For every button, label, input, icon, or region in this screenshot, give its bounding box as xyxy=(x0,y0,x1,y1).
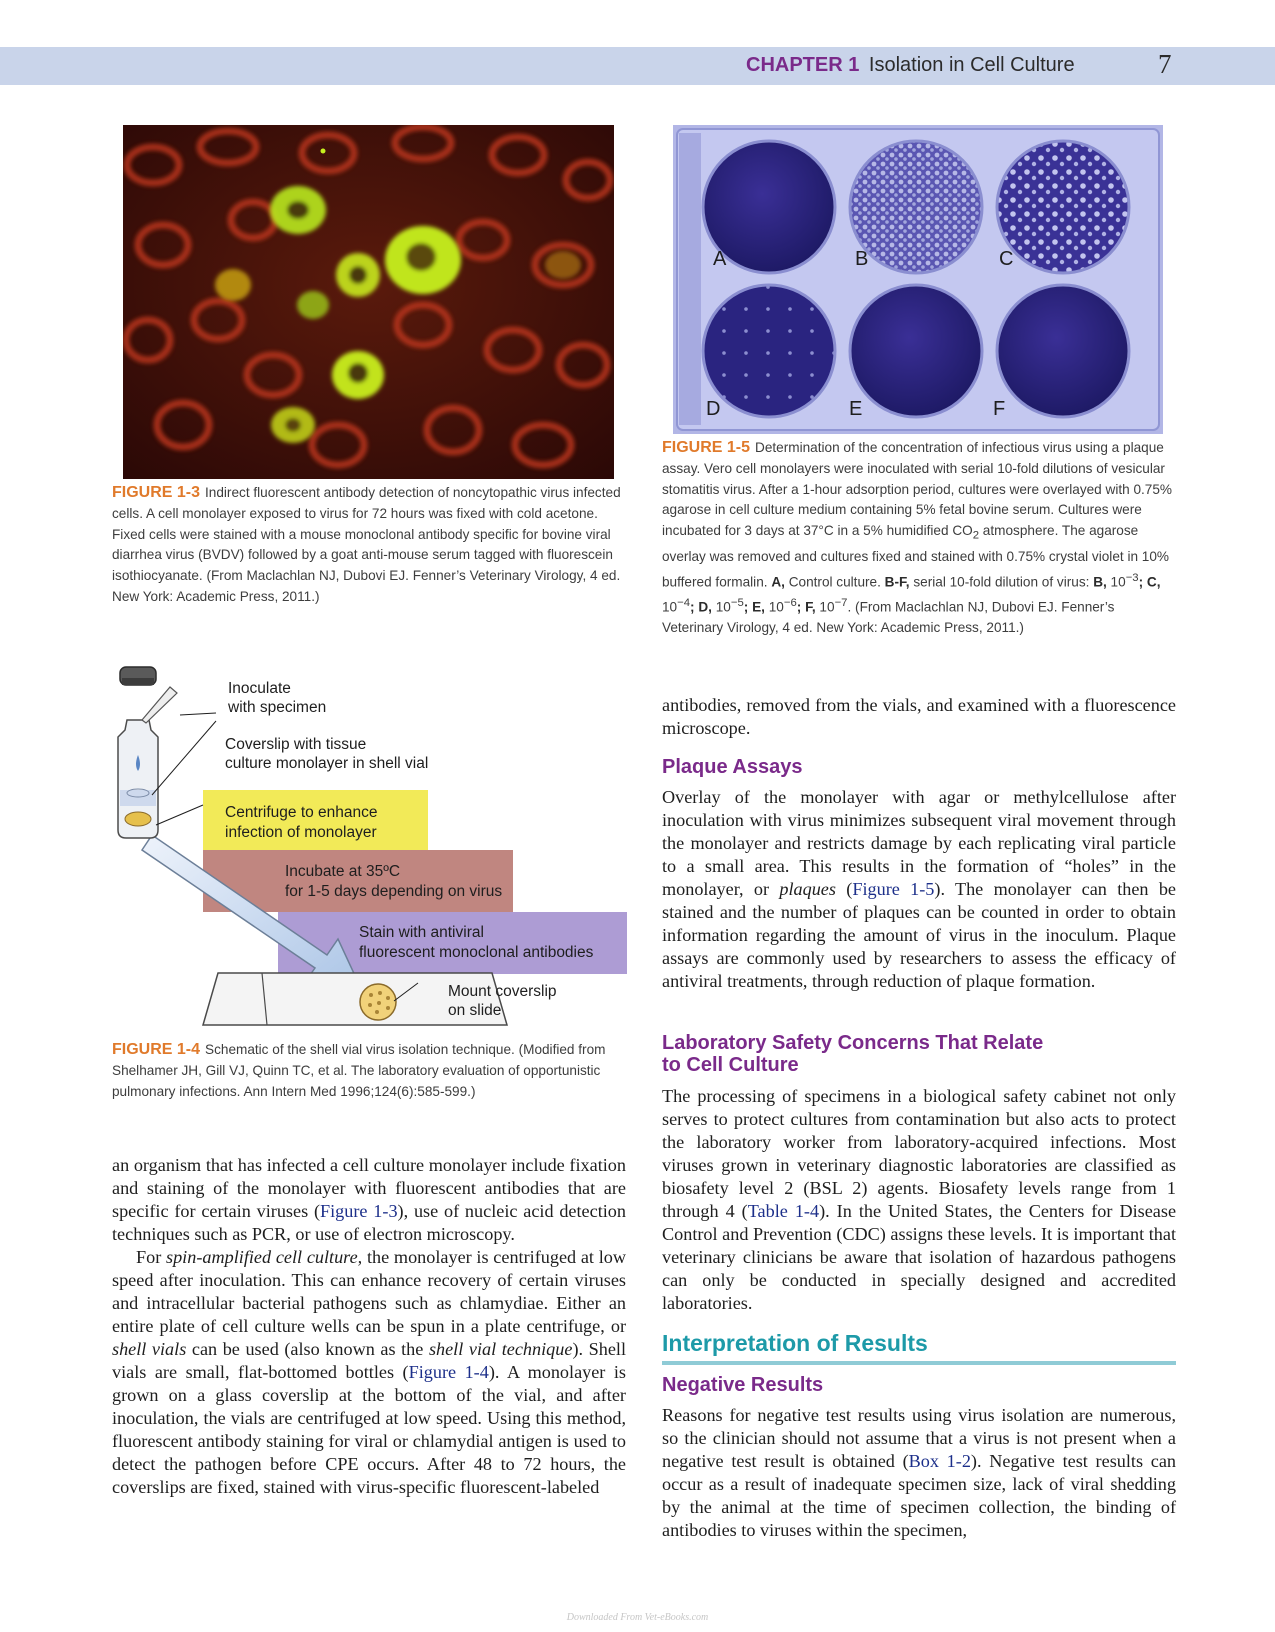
figure-1-5-caption-part: . (From Maclachlan NJ, Dubovi EJ. Fenner’s Veterinary Virology, 4 ed. New York: Academic Press, 2011.) xyxy=(662,599,1115,636)
emphasis: spin-amplified cell culture, xyxy=(166,1247,363,1267)
step-incubate-line2: for 1-5 days depending on virus xyxy=(285,883,503,900)
figure-1-5-caption-part: 10 xyxy=(711,599,731,615)
figure-1-4-link[interactable]: Figure 1-4 xyxy=(408,1362,489,1382)
figure-1-5-exponent: −3 xyxy=(1125,571,1139,584)
interpretation-heading: Interpretation of Results xyxy=(662,1330,928,1356)
text-run: ( xyxy=(835,879,853,899)
step-stain-line1: Stain with antiviral xyxy=(359,924,484,941)
well-label-c: C xyxy=(999,248,1014,270)
step-centrifuge-line2: infection of monolayer xyxy=(225,824,377,841)
figure-1-5-panel-label: ; C, xyxy=(1138,574,1161,590)
running-header xyxy=(0,47,1275,85)
figure-1-5-panel-label: ; E, xyxy=(743,599,765,615)
pipette xyxy=(142,687,177,723)
paragraph xyxy=(662,1085,1176,1315)
figure-1-5-caption xyxy=(662,438,1176,639)
text-run: For xyxy=(136,1247,167,1267)
step-stain-line2: fluorescent monoclonal antibodies xyxy=(359,944,594,961)
well-label-f: F xyxy=(993,398,1006,420)
paragraph xyxy=(662,1404,1176,1542)
figure-1-3-caption-text: Indirect fluorescent antibody detection of noncytopathic virus infected cells. A cell monolayer exposed to virus for 72 hours was fixed with cold acetone. Fixed cells were stained with a mouse monoclonal antibody specific for bovine viral diarrhea virus (BVDV) followed by a goat anti-mouse serum tagged with fluorescein isothiocyanate. (From Maclachlan NJ, Dubovi EJ. Fenner’s Veterinary Virology, 4 ed. New York: Academic Press, 2011.) xyxy=(112,485,621,604)
figure-1-4-label: FIGURE 1-4 xyxy=(112,1041,201,1058)
step-coverslip-line2: culture monolayer in shell vial xyxy=(225,755,429,772)
left-column-text xyxy=(112,1154,626,1499)
text-run: ). A monolayer is grown on a glass coverslip at the bottom of the vial, and after inoculation, the vials are centrifuged at low speed. Using this method, fluorescent antibody staining for viral or chlamydial antigen is used to detect the pathogen before CPE occurs. After 48 to 72 hours, the coverslips are fixed, stained with virus-specific fluorescent-labeled xyxy=(112,1362,627,1497)
heading-line: to Cell Culture xyxy=(662,1054,799,1076)
step-mount-line1: Mount coverslip xyxy=(448,983,557,1000)
text-run: ), use of nucleic acid detection techniques such as PCR, or use of electron microscopy. xyxy=(112,1201,626,1244)
figure-1-5-exponent: −6 xyxy=(783,596,797,609)
negative-results-heading: Negative Results xyxy=(662,1374,824,1396)
text-run: The processing of specimens in a biological safety cabinet not only serves to protect cultures from contamination but also acts to protect the laboratory worker from laboratory-acquired infections. Most viruses grown in veterinary diagnostic laboratories are classified as biosafety level 2 (BSL 2) agents. Biosafety levels range from 1 through 4 ( xyxy=(662,1086,1176,1221)
figure-1-5-label: FIGURE 1-5 xyxy=(662,439,751,456)
figure-1-5-panel-label: B-F, xyxy=(884,574,910,590)
step-inoculate-line1: Inoculate xyxy=(228,680,291,697)
plaque-assays-text xyxy=(662,786,1176,993)
paragraph: antibodies, removed from the vials, and examined with a fluorescence microscope. xyxy=(662,695,1176,738)
text-run: ). Negative test results can occur as a result of inadequate specimen size, lack of viral shedding by the animal at the time of specimen collection, the binding of antibodies to viruses within the specimen, xyxy=(662,1451,1176,1540)
well-label-b: B xyxy=(855,248,869,270)
text-run: ). The monolayer can then be stained and the number of plaques can be counted in order to obtain information regarding the amount of virus in the inoculum. Plaque assays are commonly used by researchers to assess the efficacy of antiviral treatments, through reduction of plaque formation. xyxy=(662,879,1176,991)
figure-1-5-panel-label: A, xyxy=(771,574,785,590)
step-mount-line2: on slide xyxy=(448,1002,502,1019)
figure-1-3-link[interactable]: Figure 1-3 xyxy=(320,1201,398,1221)
figure-1-5-caption-part: serial 10-fold dilution of virus: xyxy=(909,574,1094,590)
chapter-heading xyxy=(746,54,1075,77)
negative-results-text xyxy=(662,1404,1176,1542)
chapter-label: CHAPTER 1 xyxy=(746,54,860,76)
step-incubate-line1: Incubate at 35ºC xyxy=(285,863,401,880)
well-label-e: E xyxy=(849,398,863,420)
emphasis: shell vial technique xyxy=(428,1339,573,1359)
plaque-assays-heading: Plaque Assays xyxy=(662,756,803,778)
box-1-2-link[interactable]: Box 1-2 xyxy=(908,1451,971,1471)
plaque-assay-plate xyxy=(673,125,1163,434)
lab-safety-heading xyxy=(662,1032,1043,1076)
text-run: an organism that has infected a cell culture monolayer include fixation and staining of the monolayer with fluorescent antibodies that are specific for certain viruses ( xyxy=(112,1155,626,1221)
shell-vial-schematic xyxy=(112,665,627,1040)
figure-1-3-caption xyxy=(112,483,626,608)
section-rule xyxy=(662,1361,1176,1365)
figure-1-5-caption-part: 10 xyxy=(662,599,678,615)
paragraph xyxy=(112,1154,626,1246)
figure-1-4-caption-text: Schematic of the shell vial virus isolation technique. (Modified from Shelhamer JH, Gill VJ, Quinn TC, et al. The laboratory evaluation of opportunistic pulmonary infections. Ann Intern Med 1996;124(6):585-599.) xyxy=(112,1042,606,1099)
paragraph xyxy=(112,1246,626,1499)
figure-1-5-caption-part: 10 xyxy=(815,599,835,615)
figure-1-5-co2-subscript: 2 xyxy=(972,529,980,542)
figure-1-5-panel-label: B, xyxy=(1093,574,1107,590)
text-run: Reasons for negative test results using virus isolation are numerous, so the clinician should not assume that a virus is not present when a negative test result is obtained ( xyxy=(662,1405,1176,1471)
emphasis: shell vials xyxy=(112,1339,187,1359)
figure-1-5-image xyxy=(673,125,1163,434)
well-label-a: A xyxy=(713,248,727,270)
figure-1-5-caption-part: Determination of the concentration of infectious virus using a plaque assay. Vero cell monolayers were inoculated with serial 10-fold dilutions of vesicular stomatitis virus. After a 1-hour adsorption period, cultures were overlayed with 0.75% agarose in cell culture medium containing 5% fetal bovine serum. Cultures were incubated for 3 days at 37°C in a 5% humidified CO xyxy=(662,440,1173,539)
step-centrifuge-line1: Centrifuge to enhance xyxy=(225,804,378,821)
figure-1-5-exponent: −4 xyxy=(677,596,691,609)
page-number: 7 xyxy=(1158,49,1172,79)
well-label-d: D xyxy=(706,398,721,420)
text-run: can be used (also known as the xyxy=(186,1339,429,1359)
paragraph xyxy=(662,786,1176,993)
emphasis: plaques xyxy=(779,879,836,899)
figure-1-5-panel-label: ; D, xyxy=(690,599,712,615)
text-run: Overlay of the monolayer with agar or methylcellulose after inoculation with virus minimizes subsequent viral movement through the monolayer and restricts damage by each replicating viral particle to a small area. This results in the formation of “holes” in the monolayer, or xyxy=(662,787,1176,899)
figure-1-5-link[interactable]: Figure 1-5 xyxy=(852,879,935,899)
figure-1-5-panel-label: ; F, xyxy=(796,599,816,615)
right-column-intro xyxy=(662,694,1176,740)
download-watermark: Downloaded From Vet-eBooks.com xyxy=(566,1612,709,1623)
figure-1-5-caption-part: atmosphere. The agarose overlay was removed and cultures fixed and stained with 0.75% crystal violet in 10% buffered formalin. xyxy=(662,523,1170,590)
figure-1-4-caption xyxy=(112,1040,626,1102)
figure-1-5-caption-part: 10 xyxy=(764,599,784,615)
figure-1-4-diagram xyxy=(112,665,627,1040)
lab-safety-text xyxy=(662,1085,1176,1315)
figure-1-5-exponent: −7 xyxy=(834,596,848,609)
step-coverslip-line1: Coverslip with tissue xyxy=(225,736,367,753)
step-inoculate-line2: with specimen xyxy=(228,699,327,716)
figure-1-5-exponent: −5 xyxy=(730,596,744,609)
figure-1-3-label: FIGURE 1-3 xyxy=(112,484,201,501)
text-run: ). In the United States, the Centers for Disease Control and Prevention (CDC) assigns these levels. It is important that veterinary clinicians be aware that isolation of hazardous pathogens can only be conducted in specially designed and accredited laboratories. xyxy=(662,1201,1177,1313)
figure-1-5-caption-part: 10 xyxy=(1106,574,1126,590)
text-run: the monolayer is centrifuged at low speed after inoculation. This can enhance recovery of certain viruses and intracellular bacterial pathogens such as chlamydiae. Either an entire plate of cell culture wells can be spun in a plate centrifuge, or xyxy=(112,1247,627,1336)
table-1-4-link[interactable]: Table 1-4 xyxy=(747,1201,820,1221)
chapter-title: Isolation in Cell Culture xyxy=(868,54,1075,76)
figure-1-5-caption-part: Control culture. xyxy=(784,574,885,590)
text-run: ). Shell vials are small, flat-bottomed bottles ( xyxy=(112,1339,627,1382)
fluorescence-micrograph xyxy=(123,125,614,479)
heading-line: Laboratory Safety Concerns That Relate xyxy=(662,1032,1044,1054)
figure-1-3-image xyxy=(123,125,614,479)
